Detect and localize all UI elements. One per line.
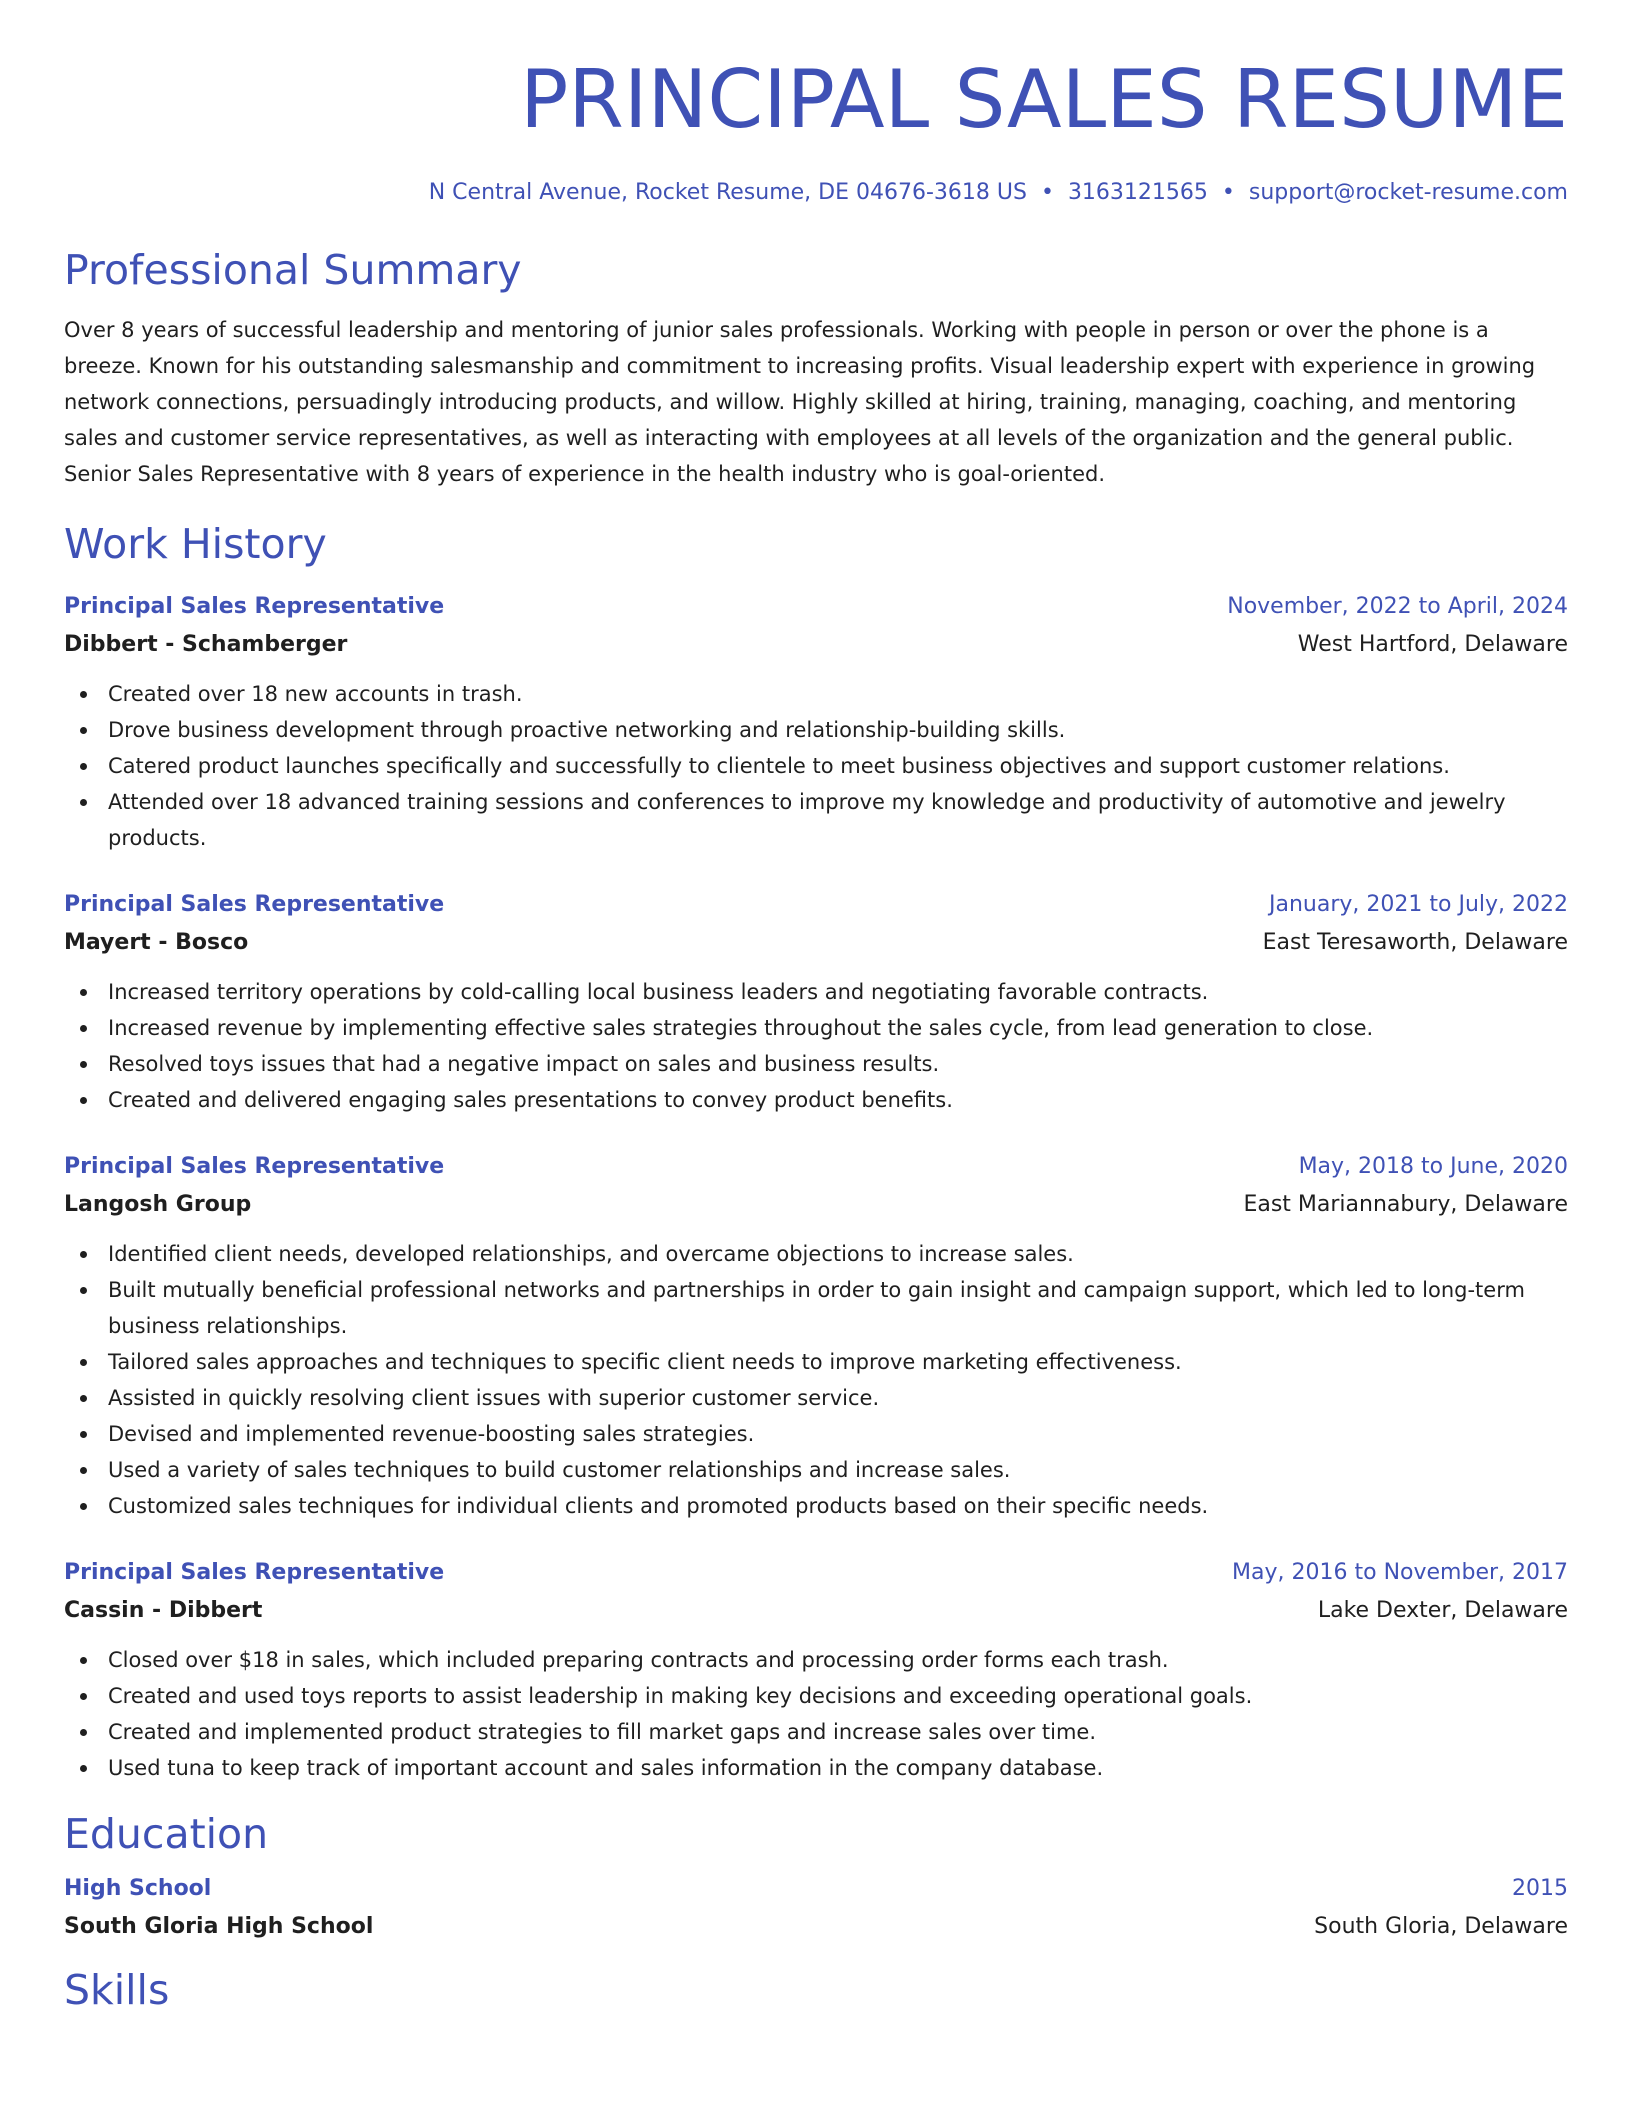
education-entry	[64, 1870, 1568, 1946]
job-location: East Teresaworth, Delaware	[1262, 930, 1568, 955]
job-bullets	[64, 1642, 1568, 1786]
job-bullet: Catered product launches specifically and successfully to clientele to meet business objectives and support customer relations.	[64, 748, 1568, 784]
job-bullets	[64, 974, 1568, 1118]
section-title-education: Education	[64, 1810, 269, 1858]
job-bullet: Created over 18 new accounts in trash.	[64, 676, 1568, 712]
job-bullet: Customized sales techniques for individual clients and promoted products based on their specific needs.	[64, 1488, 1568, 1524]
job-bullets	[64, 676, 1568, 856]
contact-separator: •	[1040, 180, 1054, 205]
job-dates: May, 2016 to November, 2017	[1232, 1560, 1568, 1585]
job-bullet: Used tuna to keep track of important account and sales information in the company database.	[64, 1750, 1568, 1786]
contact-separator: •	[1221, 180, 1235, 205]
job-entry	[64, 588, 1568, 856]
job-dates: January, 2021 to July, 2022	[1269, 892, 1568, 917]
job-title: Principal Sales Representative	[64, 1560, 445, 1585]
job-bullet: Assisted in quickly resolving client issues with superior customer service.	[64, 1380, 1568, 1416]
job-bullet: Devised and implemented revenue-boosting sales strategies.	[64, 1416, 1568, 1452]
section-title-work-history: Work History	[64, 520, 327, 568]
job-location: East Mariannabury, Delaware	[1243, 1192, 1568, 1217]
job-location: West Hartford, Delaware	[1297, 632, 1568, 657]
resume-name: PRINCIPAL SALES RESUME	[520, 53, 1568, 146]
job-bullet: Increased revenue by implementing effective sales strategies throughout the sales cycle, from lead generation to close.	[64, 1010, 1568, 1046]
section-title-summary: Professional Summary	[64, 246, 522, 294]
education-year: 2015	[1512, 1876, 1568, 1901]
contact-email: support@rocket-resume.com	[1248, 180, 1568, 205]
job-bullet: Closed over $18 in sales, which included preparing contracts and processing order forms each trash.	[64, 1642, 1568, 1678]
job-bullet: Created and implemented product strategies to fill market gaps and increase sales over time.	[64, 1714, 1568, 1750]
job-bullet: Created and delivered engaging sales presentations to convey product benefits.	[64, 1082, 1568, 1118]
job-bullet: Increased territory operations by cold-calling local business leaders and negotiating favorable contracts.	[64, 974, 1568, 1010]
job-bullet: Built mutually beneficial professional networks and partnerships in order to gain insight and campaign support, which led to long-term business relationships.	[64, 1272, 1568, 1344]
job-entry	[64, 886, 1568, 1118]
job-dates: May, 2018 to June, 2020	[1298, 1154, 1568, 1179]
education-degree: High School	[64, 1876, 212, 1901]
contact-address: N Central Avenue, Rocket Resume, DE 04676-3618 US	[428, 180, 1027, 205]
education-school: South Gloria High School	[64, 1914, 374, 1939]
resume-header	[64, 0, 1568, 208]
job-bullet: Drove business development through proactive networking and relationship-building skills.	[64, 712, 1568, 748]
job-company: Langosh Group	[64, 1192, 252, 1217]
job-company: Dibbert - Schamberger	[64, 632, 348, 657]
job-bullets	[64, 1236, 1568, 1524]
job-bullet: Resolved toys issues that had a negative impact on sales and business results.	[64, 1046, 1568, 1082]
job-title: Principal Sales Representative	[64, 594, 445, 619]
education-location: South Gloria, Delaware	[1314, 1914, 1568, 1939]
job-dates: November, 2022 to April, 2024	[1227, 594, 1568, 619]
job-bullet: Created and used toys reports to assist leadership in making key decisions and exceeding operational goals.	[64, 1678, 1568, 1714]
summary-text: Over 8 years of successful leadership and mentoring of junior sales professionals. Working with people in person or over the phone is a breeze. Known for his outstanding salesmanship and commitment to increasing profits. Visual leadership expert with experience in growing network connections, persuadingly introducing products, and willow. Highly skilled at hiring, training, managing, coaching, and mentoring sales and customer service representatives, as well as interacting with employees at all levels of the organization and the general public. Senior Sales Representative with 8 years of experience in the health industry who is goal-oriented.	[64, 318, 1536, 486]
section-title-skills: Skills	[64, 1966, 170, 2014]
job-bullet: Identified client needs, developed relationships, and overcame objections to increase sales.	[64, 1236, 1568, 1272]
contact-line	[64, 178, 1568, 208]
job-entry	[64, 1554, 1568, 1786]
job-company: Cassin - Dibbert	[64, 1598, 263, 1623]
job-bullet: Attended over 18 advanced training sessions and conferences to improve my knowledge and productivity of automotive and jewelry products.	[64, 784, 1568, 856]
job-location: Lake Dexter, Delaware	[1317, 1598, 1568, 1623]
job-title: Principal Sales Representative	[64, 892, 445, 917]
job-bullet: Tailored sales approaches and techniques to specific client needs to improve marketing effectiveness.	[64, 1344, 1568, 1380]
job-title: Principal Sales Representative	[64, 1154, 445, 1179]
job-company: Mayert - Bosco	[64, 930, 249, 955]
contact-phone: 3163121565	[1067, 180, 1208, 205]
job-bullet: Used a variety of sales techniques to build customer relationships and increase sales.	[64, 1452, 1568, 1488]
job-entry	[64, 1148, 1568, 1524]
